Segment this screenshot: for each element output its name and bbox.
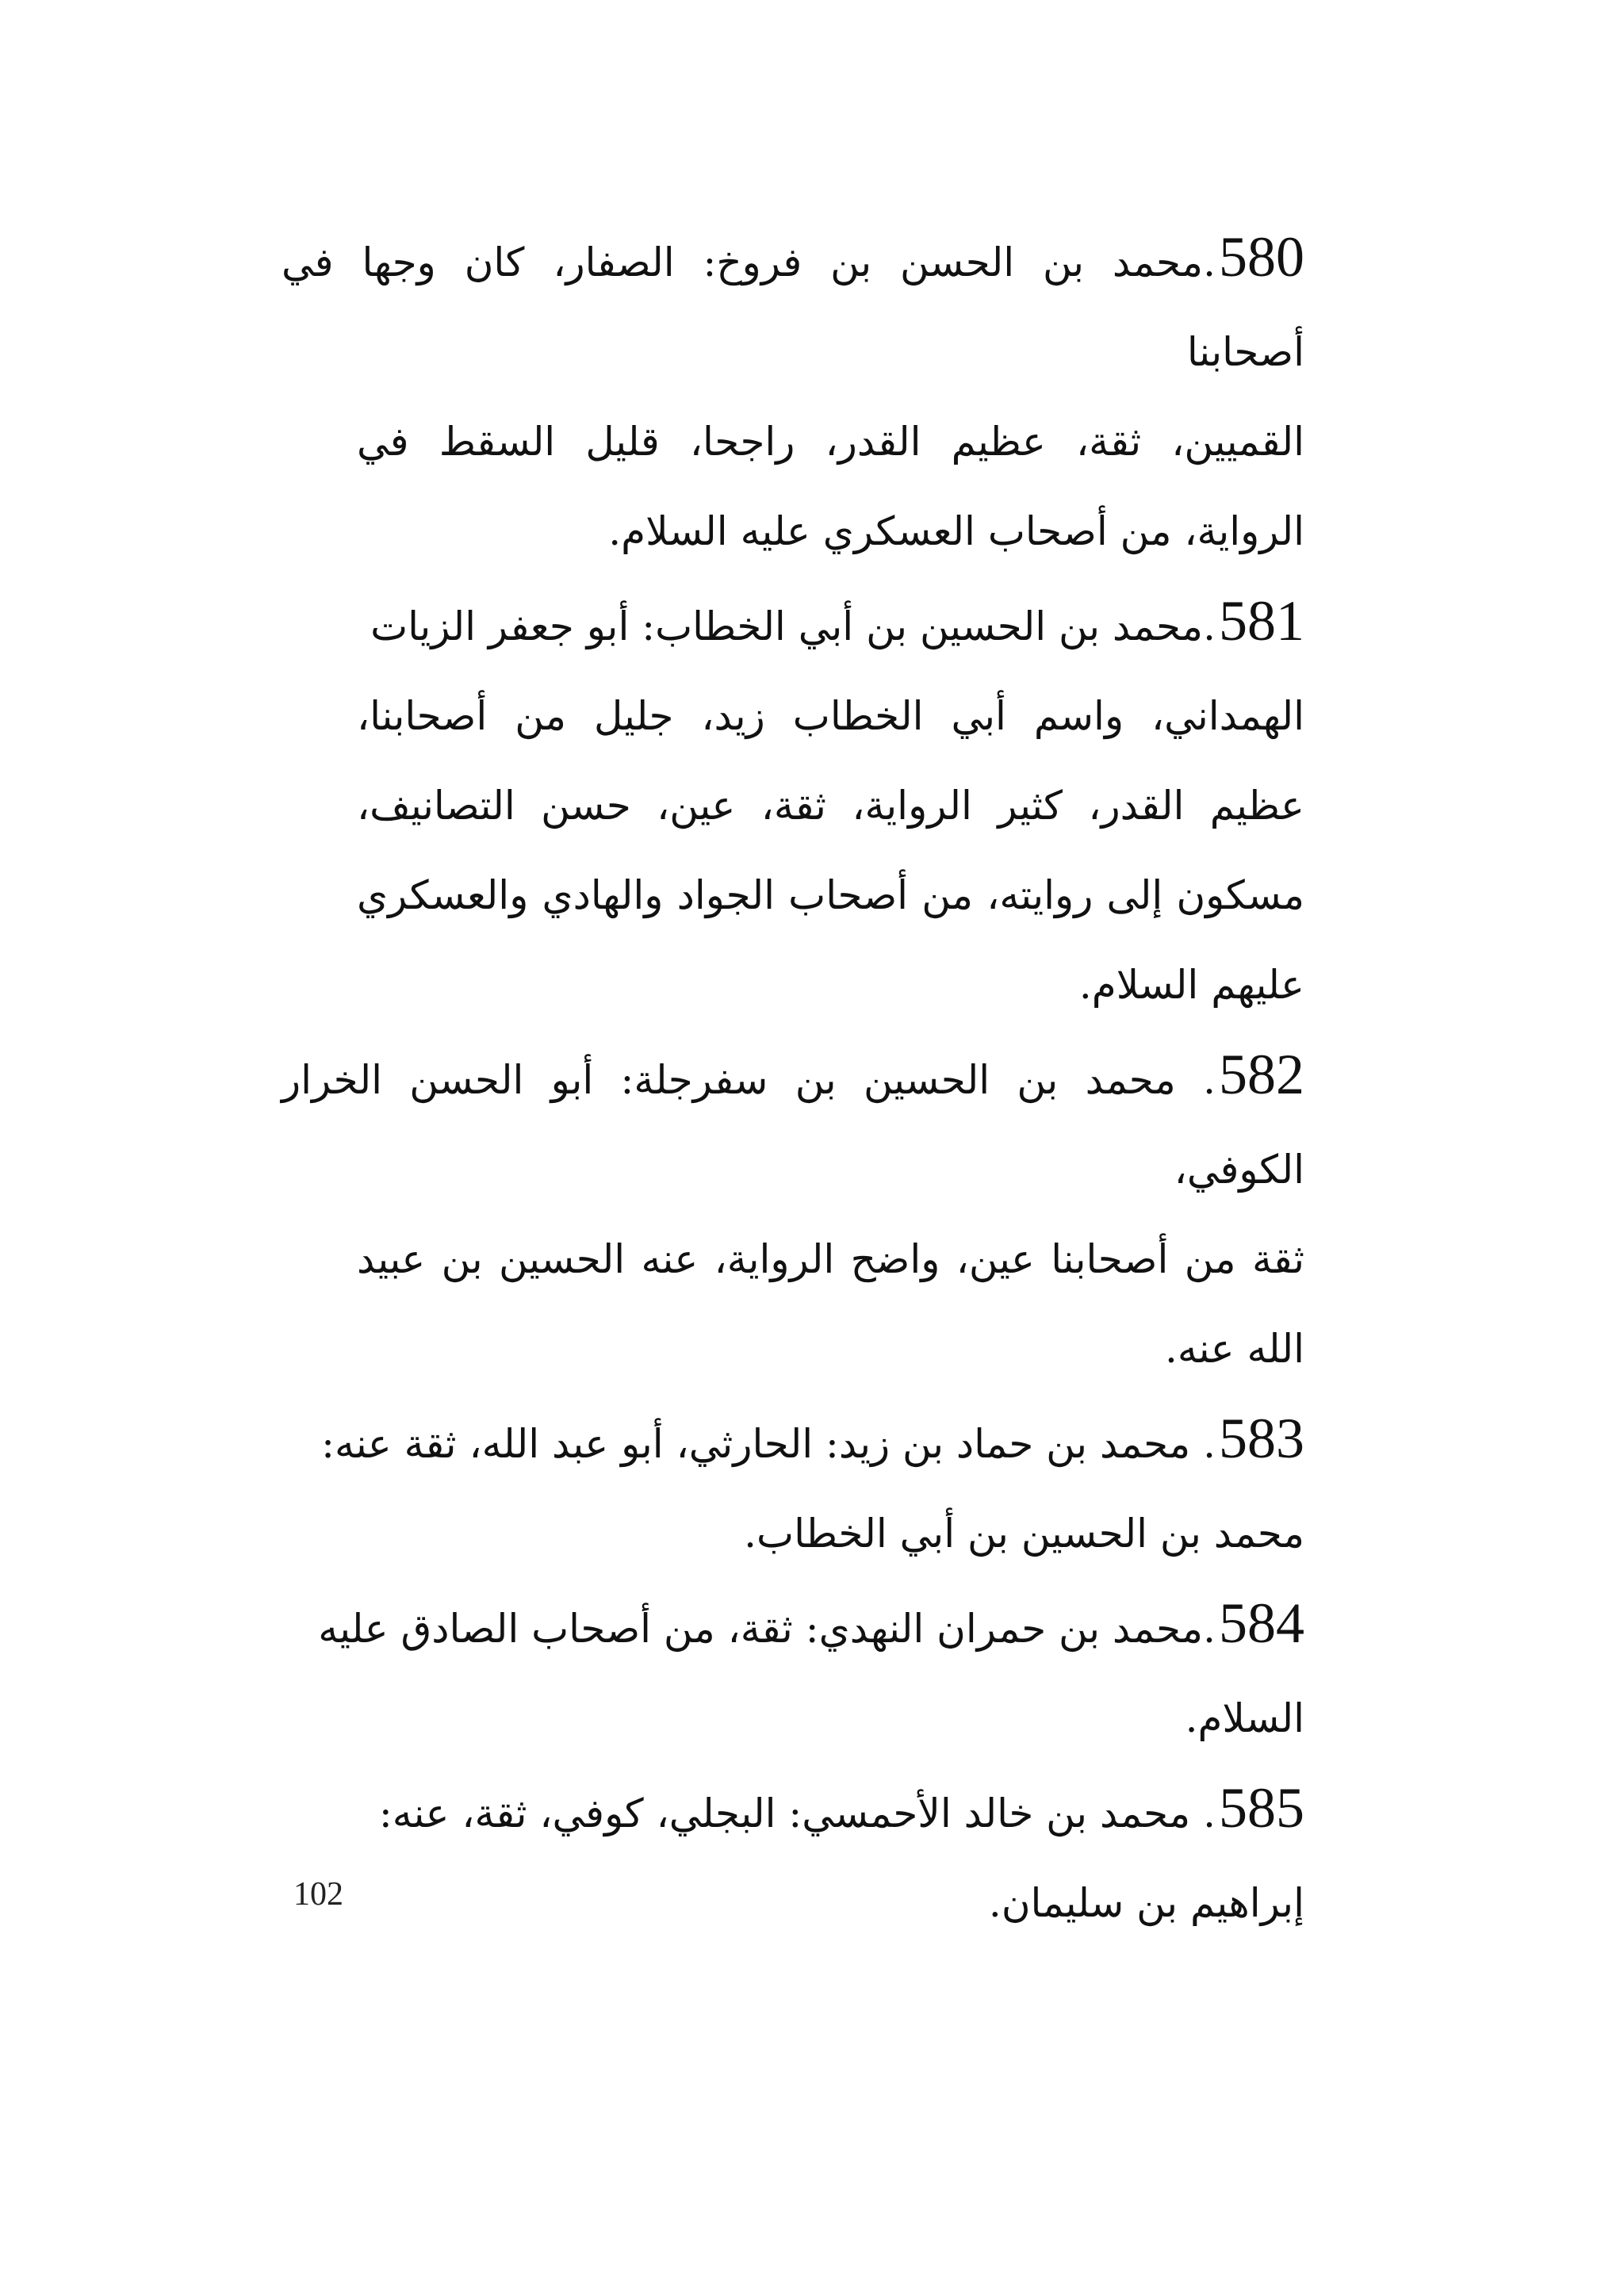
- entry-body-text: القميين، ثقة، عظيم القدر، راجحا، قليل السقط في الرواية، من أصحاب العسكري عليه السلام.: [357, 419, 1304, 554]
- entry-first-line: [282, 576, 1304, 672]
- entry-body-text: ثقة من أصحابنا عين، واضح الرواية، عنه الحسين بن عبيد الله عنه.: [357, 1236, 1304, 1372]
- entry-number: 580: [1219, 225, 1304, 289]
- entry-581: [282, 576, 1304, 1030]
- entry-separator: .: [1175, 1057, 1216, 1103]
- entry-separator: .: [1203, 603, 1216, 649]
- entry-580: [282, 213, 1304, 576]
- entry-number: 582: [1219, 1043, 1304, 1106]
- entry-heading-text: محمد بن الحسين بن أبي الخطاب: أبو جعفر الزيات: [370, 603, 1204, 649]
- entry-body-text: السلام.: [1185, 1695, 1304, 1741]
- entry-first-line: [282, 1030, 1304, 1215]
- entry-first-line: [282, 1579, 1304, 1674]
- page-number: 102: [293, 1876, 343, 1913]
- entry-heading-text: محمد بن خالد الأحمسي: البجلي، كوفي، ثقة، عنه:: [378, 1790, 1191, 1836]
- entry-separator: .: [1190, 1421, 1216, 1467]
- entry-582: [282, 1030, 1304, 1394]
- entry-number: 581: [1219, 589, 1304, 653]
- entry-first-line: [282, 1764, 1304, 1859]
- entry-heading-text: محمد بن حماد بن زيد: الحارثي، أبو عبد الله، ثقة عنه:: [321, 1421, 1191, 1467]
- entry-584: [282, 1579, 1304, 1764]
- entry-separator: .: [1203, 1606, 1216, 1652]
- entry-heading-text: محمد بن الحسين بن سفرجلة: أبو الحسن الخرار الكوفي،: [282, 1057, 1304, 1193]
- entry-number: 583: [1219, 1407, 1304, 1470]
- entry-number: 585: [1219, 1776, 1304, 1840]
- biographical-entries: [282, 213, 1304, 1948]
- entry-body-text: إبراهيم بن سليمان.: [988, 1880, 1304, 1926]
- entry-first-line: [282, 213, 1304, 397]
- entry-583: [282, 1394, 1304, 1579]
- entry-heading-text: محمد بن الحسن بن فروخ: الصفار، كان وجها في أصحابنا: [282, 239, 1304, 375]
- entry-585: [282, 1764, 1304, 1948]
- entry-heading-text: محمد بن حمران النهدي: ثقة، من أصحاب الصادق عليه: [318, 1606, 1204, 1652]
- entry-body-text: الهمداني، واسم أبي الخطاب زيد، جليل من أصحابنا، عظيم القدر، كثير الرواية، ثقة، عين، حسن التصانيف، مسكون إلى روايته، من أصحاب الجواد والهادي والعسكري عليهم السلام.: [357, 693, 1304, 1008]
- entry-body-text: محمد بن الحسين بن أبي الخطاب.: [744, 1511, 1304, 1557]
- entry-number: 584: [1219, 1591, 1304, 1655]
- entry-separator: .: [1190, 1790, 1216, 1836]
- entry-first-line: [282, 1394, 1304, 1489]
- entry-separator: .: [1203, 239, 1216, 285]
